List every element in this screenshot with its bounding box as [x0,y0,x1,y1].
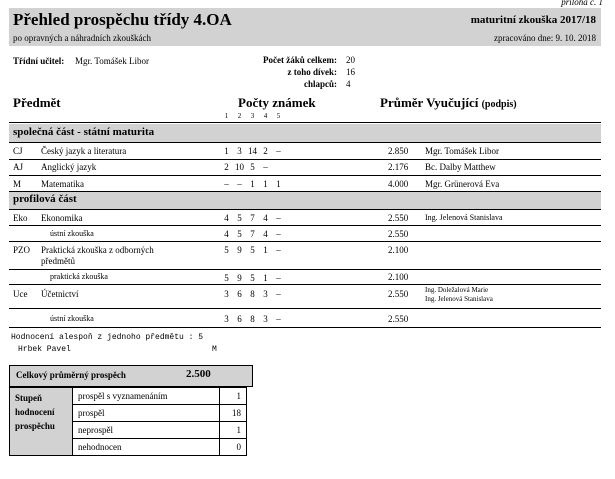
row-average: 2.850 [388,146,409,156]
row-subject: Ekonomika [41,213,83,223]
boys-label: chlapců: [303,79,337,89]
row-rule [9,225,601,226]
row-subject: Účetnictví [41,289,79,299]
summary-item-label: prospěl s vyznamenáním [73,388,220,405]
row-teacher: Mgr. Tomášek Libor [425,146,499,156]
row-teacher-2: Ing. Jelenová Stanislava [425,295,493,303]
girls-label: z toho dívek: [287,67,337,77]
row-teacher: Mgr. Grünerová Eva [425,179,500,189]
row-grades: 5 9 5 1 – [224,273,281,283]
row-grades: 3 6 8 3 – [224,314,281,324]
row-average: 2.100 [388,245,409,255]
total-label: Počet žáků celkem: [263,55,337,65]
row-code: PZO [13,245,31,255]
exam-label: maturitní zkouška 2017/18 [470,14,596,26]
row-rule [9,241,601,242]
summary-item-count: 18 [220,405,247,422]
row-grades: 5 9 5 1 – [224,245,281,255]
section-rule [9,209,601,210]
row-grades: – – 1 1 1 [224,179,281,189]
overall-average-value: 2.500 [186,368,211,380]
row-average: 2.550 [388,289,409,299]
summary-item-count: 0 [220,439,247,456]
row-average: 4.000 [388,179,409,189]
section-rule [9,142,601,143]
summary-item-label: prospěl [73,405,220,422]
processed-date: zpracováno dne: 9. 10. 2018 [494,33,596,43]
row-grades: 2 10 5 – [224,162,268,172]
failing-subject: M [212,345,217,354]
row-subject: Praktická zkouška z odborných [41,245,154,255]
row-grades: 3 6 8 3 – [224,289,281,299]
row-teacher: Ing. Jelenová Stanislava [425,213,503,222]
row-grades: 1 3 14 2 – [224,146,281,156]
summary-item-count: 1 [220,388,247,405]
class-teacher-label: Třídní učitel: [13,56,65,66]
grade-numbers-header: 1 2 3 4 5 [224,112,281,120]
section-band-profile [9,192,601,209]
row-average: 2.176 [388,162,409,172]
row-subject: ústní zkouška [50,229,94,238]
grades-header: Počty známek [238,95,316,110]
row-subject: Český jazyk a literatura [41,146,127,156]
overall-average-label: Celkový průměrný prospěch [16,370,126,380]
row-average: 2.100 [388,272,409,282]
failing-note: Hodnocení alespoň z jednoho předmětu : 5 [11,333,204,342]
row-subject: ústní zkouška [50,314,94,323]
section-title-profile: profilová část [13,193,77,205]
row-subject: Anglický jazyk [41,162,97,172]
summary-item-count: 1 [220,422,247,439]
row-code: Eko [13,213,28,223]
grading-category-label: Stupeň hodnocení prospěchu [10,388,73,456]
subject-header: Předmět [13,95,61,110]
header-rule [9,122,601,123]
row-code: M [13,179,22,189]
boys-count: 4 [346,79,351,89]
failing-student: Hrbek Pavel [18,345,71,354]
row-rule [9,269,601,270]
girls-count: 16 [346,67,355,77]
section-title-common: společná část - státní maturita [13,126,155,138]
summary-item-label: neprospěl [73,422,220,439]
row-subject-cont: předmětů [41,256,75,266]
row-subject: praktická zkouška [50,272,108,281]
row-subject: Matematika [41,179,84,189]
row-rule [9,327,601,328]
average-header: Průměr Vyučující (podpis) [380,95,517,110]
row-grades: 4 5 7 4 – [224,213,281,223]
attachment-label: příloha č. 1 [561,0,603,7]
row-rule [9,175,601,176]
row-teacher: Bc. Dalby Matthew [425,162,496,172]
row-teacher: Ing. Doležalová Marie [425,286,489,294]
grading-summary-table [9,387,247,456]
row-rule [9,284,601,285]
page-subtitle: po opravných a náhradních zkouškách [13,33,151,43]
row-grades: 4 5 7 4 – [224,229,281,239]
row-average: 2.550 [388,229,409,239]
row-average: 2.550 [388,213,409,223]
summary-item-label: nehodnocen [73,439,220,456]
row-rule [9,159,601,160]
page-title: Přehled prospěchu třídy 4.OA [13,10,232,29]
row-average: 2.550 [388,314,409,324]
class-teacher-name: Mgr. Tomášek Libor [75,56,149,66]
row-code: Uce [13,289,28,299]
total-count: 20 [346,55,355,65]
row-code: CJ [13,146,23,156]
row-code: AJ [13,162,24,172]
row-rule [9,308,601,309]
